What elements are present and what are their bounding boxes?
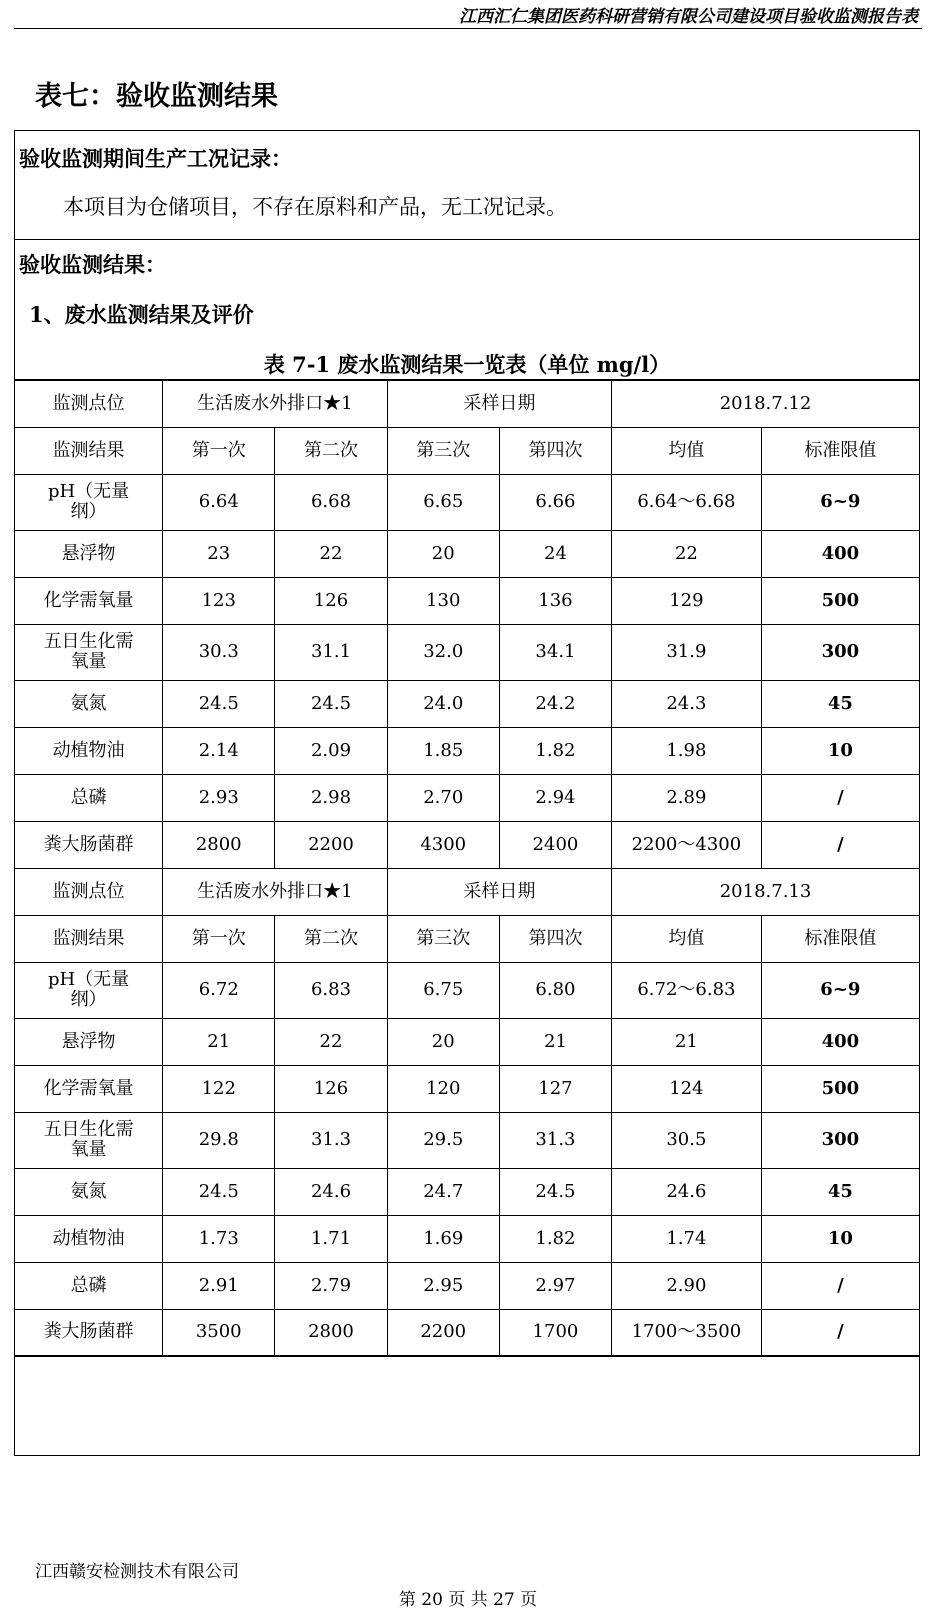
parameter-name: pH（无量纲） — [15, 962, 163, 1018]
standard-limit: 6~9 — [761, 474, 919, 530]
table-row — [15, 680, 919, 727]
measurement-value: 6.66 — [499, 474, 611, 530]
measurement-value: 22 — [275, 530, 387, 577]
measurement-value: 126 — [275, 1065, 387, 1112]
wastewater-results-table — [15, 379, 919, 1357]
measurement-value: 29.5 — [387, 1112, 499, 1168]
standard-limit: / — [761, 1309, 919, 1356]
table-row — [15, 530, 919, 577]
measurement-value: 31.3 — [275, 1112, 387, 1168]
measurement-value: 127 — [499, 1065, 611, 1112]
column-header: 第四次 — [499, 915, 611, 962]
date-label: 采样日期 — [387, 380, 611, 427]
results-frame — [14, 130, 920, 1456]
measurement-value: 2400 — [499, 821, 611, 868]
standard-limit: 6~9 — [761, 962, 919, 1018]
sampling-info-row — [15, 868, 919, 915]
measurement-value: 20 — [387, 530, 499, 577]
parameter-name: 动植物油 — [15, 727, 163, 774]
column-header: 第一次 — [163, 915, 275, 962]
measurement-value: 2.98 — [275, 774, 387, 821]
measurement-value: 1.82 — [499, 1215, 611, 1262]
date-value: 2018.7.12 — [612, 380, 919, 427]
measurement-value: 21 — [499, 1018, 611, 1065]
measurement-value: 24.5 — [163, 680, 275, 727]
measurement-value: 31.3 — [499, 1112, 611, 1168]
measurement-value: 6.64～6.68 — [612, 474, 762, 530]
footer-company: 江西赣安检测技术有限公司 — [35, 1562, 239, 1582]
measurement-value: 6.83 — [275, 962, 387, 1018]
column-header: 监测结果 — [15, 915, 163, 962]
parameter-name: 五日生化需氧量 — [15, 624, 163, 680]
parameter-name: 动植物油 — [15, 1215, 163, 1262]
standard-limit: / — [761, 1262, 919, 1309]
production-record-text: 本项目为仓储项目，不存在原料和产品，无工况记录。 — [63, 195, 567, 219]
measurement-value: 2800 — [275, 1309, 387, 1356]
parameter-name: 五日生化需氧量 — [15, 1112, 163, 1168]
measurement-value: 30.5 — [612, 1112, 762, 1168]
frame-divider — [15, 239, 919, 240]
column-header: 第四次 — [499, 427, 611, 474]
parameter-name: 悬浮物 — [15, 1018, 163, 1065]
point-value: 生活废水外排口★1 — [163, 868, 387, 915]
parameter-name: 粪大肠菌群 — [15, 1309, 163, 1356]
date-label: 采样日期 — [387, 868, 611, 915]
measurement-value: 2.79 — [275, 1262, 387, 1309]
measurement-value: 2200 — [387, 1309, 499, 1356]
table-row — [15, 474, 919, 530]
table-row — [15, 821, 919, 868]
measurement-value: 24.6 — [275, 1168, 387, 1215]
table-row — [15, 727, 919, 774]
measurement-value: 136 — [499, 577, 611, 624]
table-header-row — [15, 427, 919, 474]
measurement-value: 2.90 — [612, 1262, 762, 1309]
report-header-title: 江西汇仁集团医药科研营销有限公司建设项目验收监测报告表 — [459, 7, 918, 27]
table-row — [15, 1168, 919, 1215]
column-header: 标准限值 — [761, 427, 919, 474]
standard-limit: 10 — [761, 1215, 919, 1262]
standard-limit: 400 — [761, 1018, 919, 1065]
production-record-label: 验收监测期间生产工况记录： — [19, 146, 292, 171]
measurement-value: 2.91 — [163, 1262, 275, 1309]
table-row — [15, 1065, 919, 1112]
measurement-value: 1700 — [499, 1309, 611, 1356]
standard-limit: 500 — [761, 577, 919, 624]
column-header: 第一次 — [163, 427, 275, 474]
measurement-value: 24.3 — [612, 680, 762, 727]
measurement-value: 22 — [275, 1018, 387, 1065]
measurement-value: 24.2 — [499, 680, 611, 727]
measurement-value: 3500 — [163, 1309, 275, 1356]
measurement-value: 126 — [275, 577, 387, 624]
measurement-value: 32.0 — [387, 624, 499, 680]
measurement-value: 2.14 — [163, 727, 275, 774]
measurement-value: 123 — [163, 577, 275, 624]
table-caption: 表 7-1 废水监测结果一览表（单位 mg/l） — [263, 352, 671, 377]
results-label: 验收监测结果： — [19, 252, 166, 277]
column-header: 第二次 — [275, 915, 387, 962]
point-label: 监测点位 — [15, 380, 163, 427]
measurement-value: 1700～3500 — [612, 1309, 762, 1356]
parameter-name: 粪大肠菌群 — [15, 821, 163, 868]
measurement-value: 2.89 — [612, 774, 762, 821]
standard-limit: 10 — [761, 727, 919, 774]
table-row — [15, 1018, 919, 1065]
table-row — [15, 1215, 919, 1262]
measurement-value: 34.1 — [499, 624, 611, 680]
table-row — [15, 577, 919, 624]
measurement-value: 1.74 — [612, 1215, 762, 1262]
measurement-value: 30.3 — [163, 624, 275, 680]
parameter-name: pH（无量纲） — [15, 474, 163, 530]
measurement-value: 24.5 — [499, 1168, 611, 1215]
measurement-value: 20 — [387, 1018, 499, 1065]
measurement-value: 2.94 — [499, 774, 611, 821]
measurement-value: 1.71 — [275, 1215, 387, 1262]
measurement-value: 1.73 — [163, 1215, 275, 1262]
measurement-value: 120 — [387, 1065, 499, 1112]
column-header: 均值 — [612, 915, 762, 962]
parameter-name: 氨氮 — [15, 1168, 163, 1215]
measurement-value: 22 — [612, 530, 762, 577]
measurement-value: 24.0 — [387, 680, 499, 727]
standard-limit: 400 — [761, 530, 919, 577]
table-row — [15, 774, 919, 821]
column-header: 第三次 — [387, 427, 499, 474]
measurement-value: 24.7 — [387, 1168, 499, 1215]
standard-limit: / — [761, 774, 919, 821]
measurement-value: 1.85 — [387, 727, 499, 774]
measurement-value: 21 — [163, 1018, 275, 1065]
parameter-name: 总磷 — [15, 1262, 163, 1309]
measurement-value: 6.72～6.83 — [612, 962, 762, 1018]
measurement-value: 24.6 — [612, 1168, 762, 1215]
measurement-value: 1.69 — [387, 1215, 499, 1262]
measurement-value: 23 — [163, 530, 275, 577]
table-row — [15, 1112, 919, 1168]
measurement-value: 2.95 — [387, 1262, 499, 1309]
measurement-value: 2.70 — [387, 774, 499, 821]
column-header: 均值 — [612, 427, 762, 474]
measurement-value: 6.68 — [275, 474, 387, 530]
measurement-value: 124 — [612, 1065, 762, 1112]
measurement-value: 2800 — [163, 821, 275, 868]
standard-limit: 500 — [761, 1065, 919, 1112]
standard-limit: 300 — [761, 1112, 919, 1168]
standard-limit: 300 — [761, 624, 919, 680]
table-header-row — [15, 915, 919, 962]
column-header: 监测结果 — [15, 427, 163, 474]
table-row — [15, 624, 919, 680]
parameter-name: 悬浮物 — [15, 530, 163, 577]
measurement-value: 6.72 — [163, 962, 275, 1018]
column-header: 第三次 — [387, 915, 499, 962]
parameter-name: 总磷 — [15, 774, 163, 821]
measurement-value: 31.9 — [612, 624, 762, 680]
measurement-value: 2200 — [275, 821, 387, 868]
measurement-value: 6.65 — [387, 474, 499, 530]
parameter-name: 氨氮 — [15, 680, 163, 727]
measurement-value: 24.5 — [275, 680, 387, 727]
measurement-value: 6.64 — [163, 474, 275, 530]
date-value: 2018.7.13 — [612, 868, 919, 915]
measurement-value: 24.5 — [163, 1168, 275, 1215]
measurement-value: 6.80 — [499, 962, 611, 1018]
measurement-value: 122 — [163, 1065, 275, 1112]
point-value: 生活废水外排口★1 — [163, 380, 387, 427]
section-title: 表七：验收监测结果 — [35, 81, 278, 112]
wastewater-subtitle: 1、废水监测结果及评价 — [29, 302, 254, 327]
measurement-value: 6.75 — [387, 962, 499, 1018]
measurement-value: 2.93 — [163, 774, 275, 821]
measurement-value: 31.1 — [275, 624, 387, 680]
column-header: 标准限值 — [761, 915, 919, 962]
parameter-name: 化学需氧量 — [15, 577, 163, 624]
measurement-value: 130 — [387, 577, 499, 624]
measurement-value: 4300 — [387, 821, 499, 868]
standard-limit: 45 — [761, 680, 919, 727]
measurement-value: 1.82 — [499, 727, 611, 774]
column-header: 第二次 — [275, 427, 387, 474]
measurement-value: 1.98 — [612, 727, 762, 774]
footer-page-number: 第 20 页 共 27 页 — [398, 1590, 538, 1610]
measurement-value: 29.8 — [163, 1112, 275, 1168]
measurement-value: 24 — [499, 530, 611, 577]
header-rule — [14, 28, 922, 29]
measurement-value: 2200～4300 — [612, 821, 762, 868]
table-row — [15, 1262, 919, 1309]
standard-limit: 45 — [761, 1168, 919, 1215]
standard-limit: / — [761, 821, 919, 868]
table-row — [15, 962, 919, 1018]
table-row — [15, 1309, 919, 1356]
measurement-value: 21 — [612, 1018, 762, 1065]
point-label: 监测点位 — [15, 868, 163, 915]
measurement-value: 2.09 — [275, 727, 387, 774]
sampling-info-row — [15, 380, 919, 427]
parameter-name: 化学需氧量 — [15, 1065, 163, 1112]
measurement-value: 129 — [612, 577, 762, 624]
measurement-value: 2.97 — [499, 1262, 611, 1309]
